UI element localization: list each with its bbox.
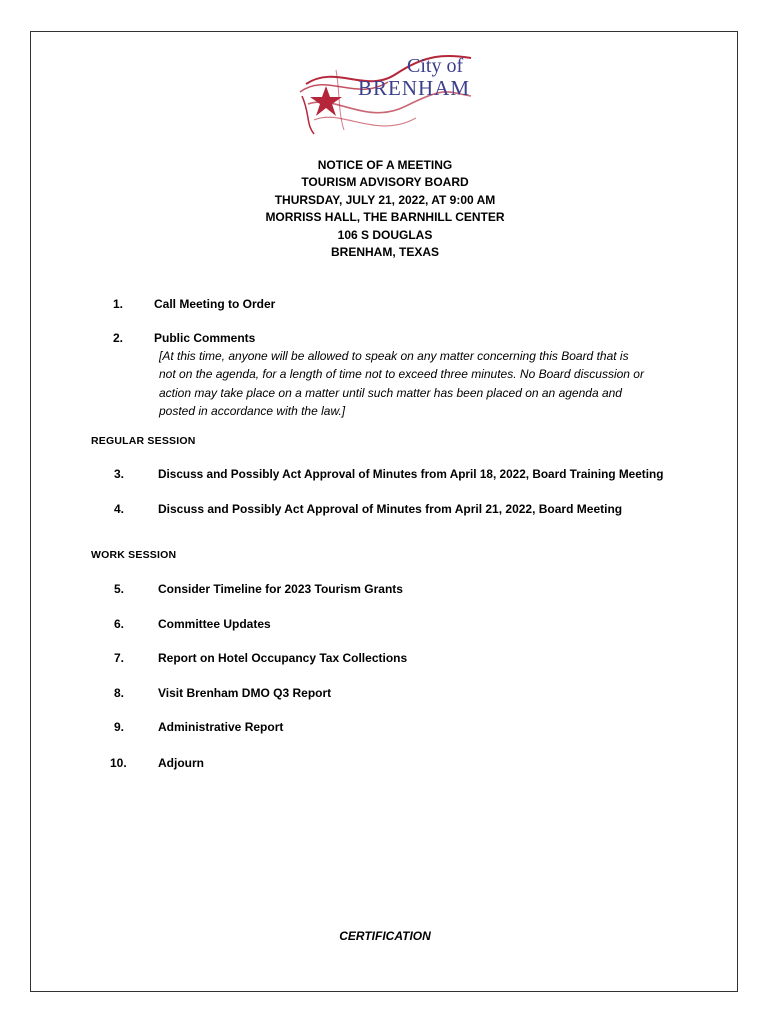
section-heading-work: WORK SESSION [91, 549, 177, 561]
item-number: 10. [110, 756, 127, 770]
star-icon [310, 86, 342, 116]
item-number: 3. [114, 467, 125, 481]
item-text: Report on Hotel Occupancy Tax Collections [158, 651, 408, 665]
item-text: Adjourn [158, 756, 204, 770]
item-number: 4. [114, 502, 125, 516]
header-line: THURSDAY, JULY 21, 2022, AT 9:00 AM [274, 192, 496, 207]
item-number: 9. [114, 720, 125, 734]
item-text: Discuss and Possibly Act Approval of Minutes from April 18, 2022, Board Training Meeting [158, 467, 664, 481]
item-text: Consider Timeline for 2023 Tourism Grants [158, 582, 403, 596]
item-number: 8. [114, 686, 125, 700]
public-comment-note [159, 347, 679, 420]
item-text: Public Comments [154, 331, 256, 345]
note-line: [At this time, anyone will be allowed to speak on any matter concerning this Board that is [159, 349, 629, 363]
city-logo [296, 44, 476, 136]
item-number: 2. [113, 331, 124, 345]
note-line: posted in accordance with the law.] [159, 403, 346, 418]
item-text: Call Meeting to Order [154, 297, 276, 311]
item-number: 5. [114, 582, 125, 596]
header-line: NOTICE OF A MEETING [317, 158, 453, 172]
header-line: MORRISS HALL, THE BARNHILL CENTER [265, 210, 505, 225]
item-number: 6. [114, 617, 125, 631]
certification-heading: CERTIFICATION [339, 929, 431, 943]
logo-line1: City of [407, 55, 464, 77]
header-line: BRENHAM, TEXAS [330, 245, 439, 260]
logo-line2: BRENHAM [358, 76, 471, 100]
section-heading-regular: REGULAR SESSION [91, 435, 196, 447]
item-text: Discuss and Possibly Act Approval of Minutes from April 21, 2022, Board Meeting [158, 502, 623, 516]
item-text: Visit Brenham DMO Q3 Report [158, 686, 332, 700]
note-line: not on the agenda, for a length of time not to exceed three minutes. No Board discussion or [159, 367, 644, 382]
header-line: TOURISM ADVISORY BOARD [301, 175, 469, 190]
note-line: action may take place on a matter until such matter has been placed on an agenda and [159, 385, 622, 400]
item-number: 1. [113, 297, 124, 311]
meeting-header [0, 157, 770, 261]
flag-star-logo-icon [296, 44, 476, 136]
item-text: Committee Updates [158, 617, 271, 631]
item-text: Administrative Report [158, 720, 284, 734]
header-line: 106 S DOUGLAS [337, 227, 433, 242]
item-number: 7. [114, 651, 125, 665]
